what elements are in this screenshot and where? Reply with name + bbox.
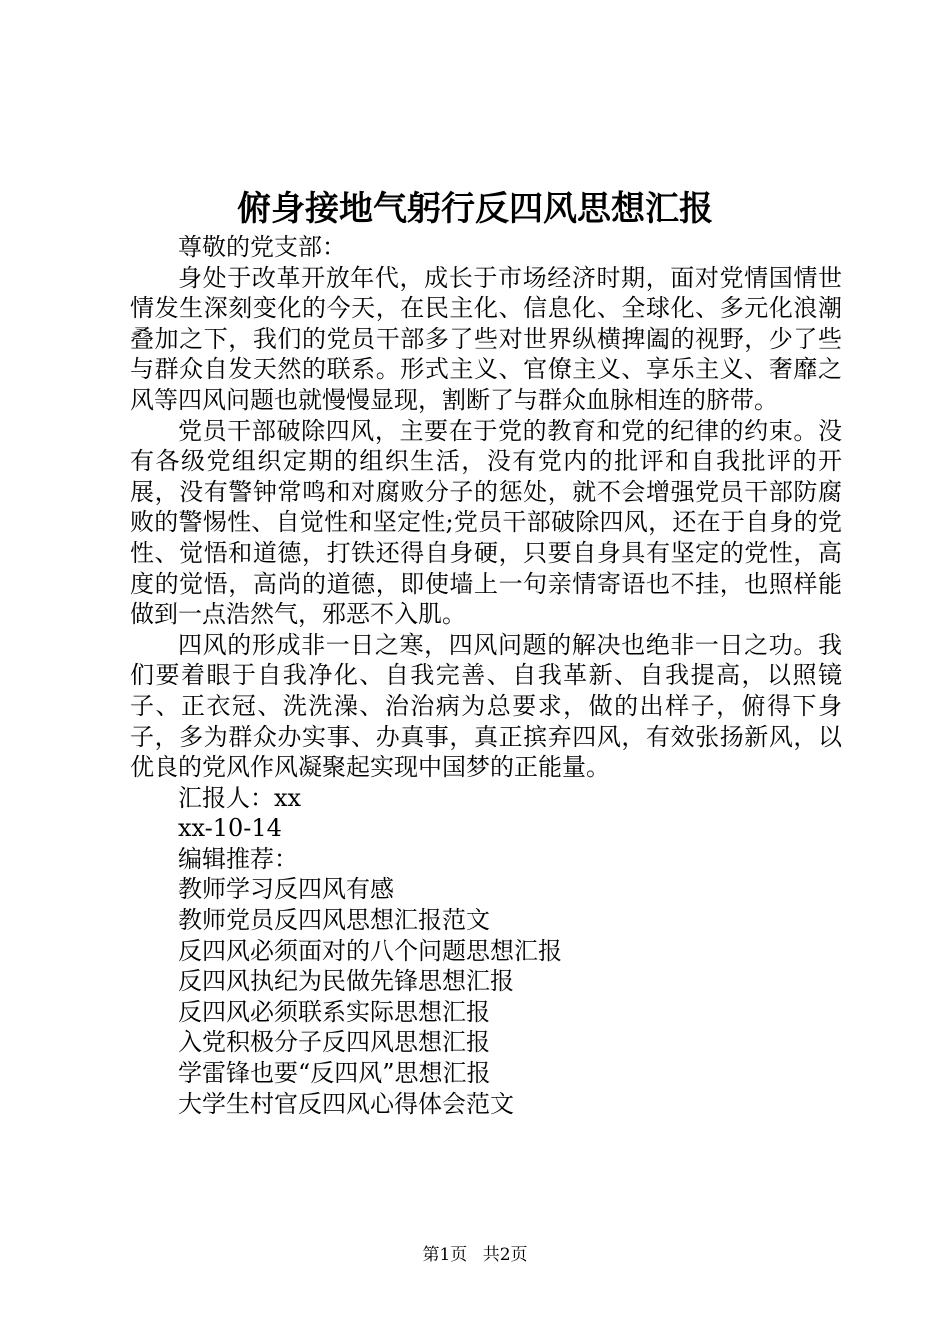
list-item	[130, 905, 842, 936]
recommendation-link[interactable]: 反四风必须面对的八个问题思想汇报	[178, 936, 562, 965]
list-item	[130, 997, 842, 1028]
report-date: xx-10-14	[178, 814, 282, 843]
list-item	[130, 1089, 842, 1120]
page-title: 俯身接地气躬行反四风思想汇报	[237, 189, 713, 229]
list-item	[130, 1058, 842, 1089]
recommendation-link[interactable]: 入党积极分子反四风思想汇报	[178, 1028, 490, 1057]
page-footer	[0, 1243, 950, 1267]
list-item	[130, 936, 842, 967]
recommendation-list	[130, 874, 842, 1119]
paragraph-1: 身处于改革开放年代，成长于市场经济时期，面对党情国情世情发生深刻变化的今天，在民主化、信息化、全球化、多元化浪潮叠加之下，我们的党员干部多了些对世界纵横捭阖的视野，少了些与群众自发天然的联系。形式主义、官僚主义、享乐主义、奢靡之风等四风问题也就慢慢显现，割断了与群众血脉相连的脐带。	[130, 263, 842, 414]
recommendation-link[interactable]: 反四风必须联系实际思想汇报	[178, 997, 490, 1026]
recommendation-link[interactable]: 反四风执纪为民做先锋思想汇报	[178, 967, 514, 996]
salutation: 尊敬的党支部：	[178, 233, 346, 261]
reporter-line: 汇报人：xx	[178, 783, 302, 812]
list-item	[130, 966, 842, 997]
list-item	[130, 1027, 842, 1058]
recommend-heading: 编辑推荐：	[178, 844, 298, 873]
recommendation-link[interactable]: 教师学习反四风有感	[178, 875, 394, 904]
page-number: 第1页	[422, 1245, 468, 1265]
paragraph-3: 四风的形成非一日之寒，四风问题的解决也绝非一日之功。我们要着眼于自我净化、自我完善、自我革新、自我提高，以照镜子、正衣冠、洗洗澡、治治病为总要求，做的出样子，俯得下身子，多为群众办实事、办真事，真正摈弃四风，有效张扬新风，以优良的党风作风凝聚起实现中国梦的正能量。	[130, 630, 842, 782]
recommendation-link[interactable]: 大学生村官反四风心得体会范文	[178, 1089, 514, 1118]
paragraph-2: 党员干部破除四风，主要在于党的教育和党的纪律的约束。没有各级党组织定期的组织生活，没有党内的批评和自我批评的开展，没有警钟常鸣和对腐败分子的惩处，就不会增强党员干部防腐败的警惕性、自觉性和坚定性;党员干部破除四风，还在于自身的党性、觉悟和道德，打铁还得自身硬，只要自身具有坚定的党性，高度的觉悟，高尚的道德，即使墙上一句亲情寄语也不挂，也照样能做到一点浩然气，邪恶不入肌。	[130, 416, 842, 629]
recommendation-link[interactable]: 学雷锋也要“反四风”思想汇报	[178, 1059, 491, 1088]
list-item	[130, 874, 842, 905]
recommendation-link[interactable]: 教师党员反四风思想汇报范文	[178, 906, 490, 935]
document-body	[130, 232, 842, 1119]
page-total: 共2页	[482, 1245, 528, 1265]
